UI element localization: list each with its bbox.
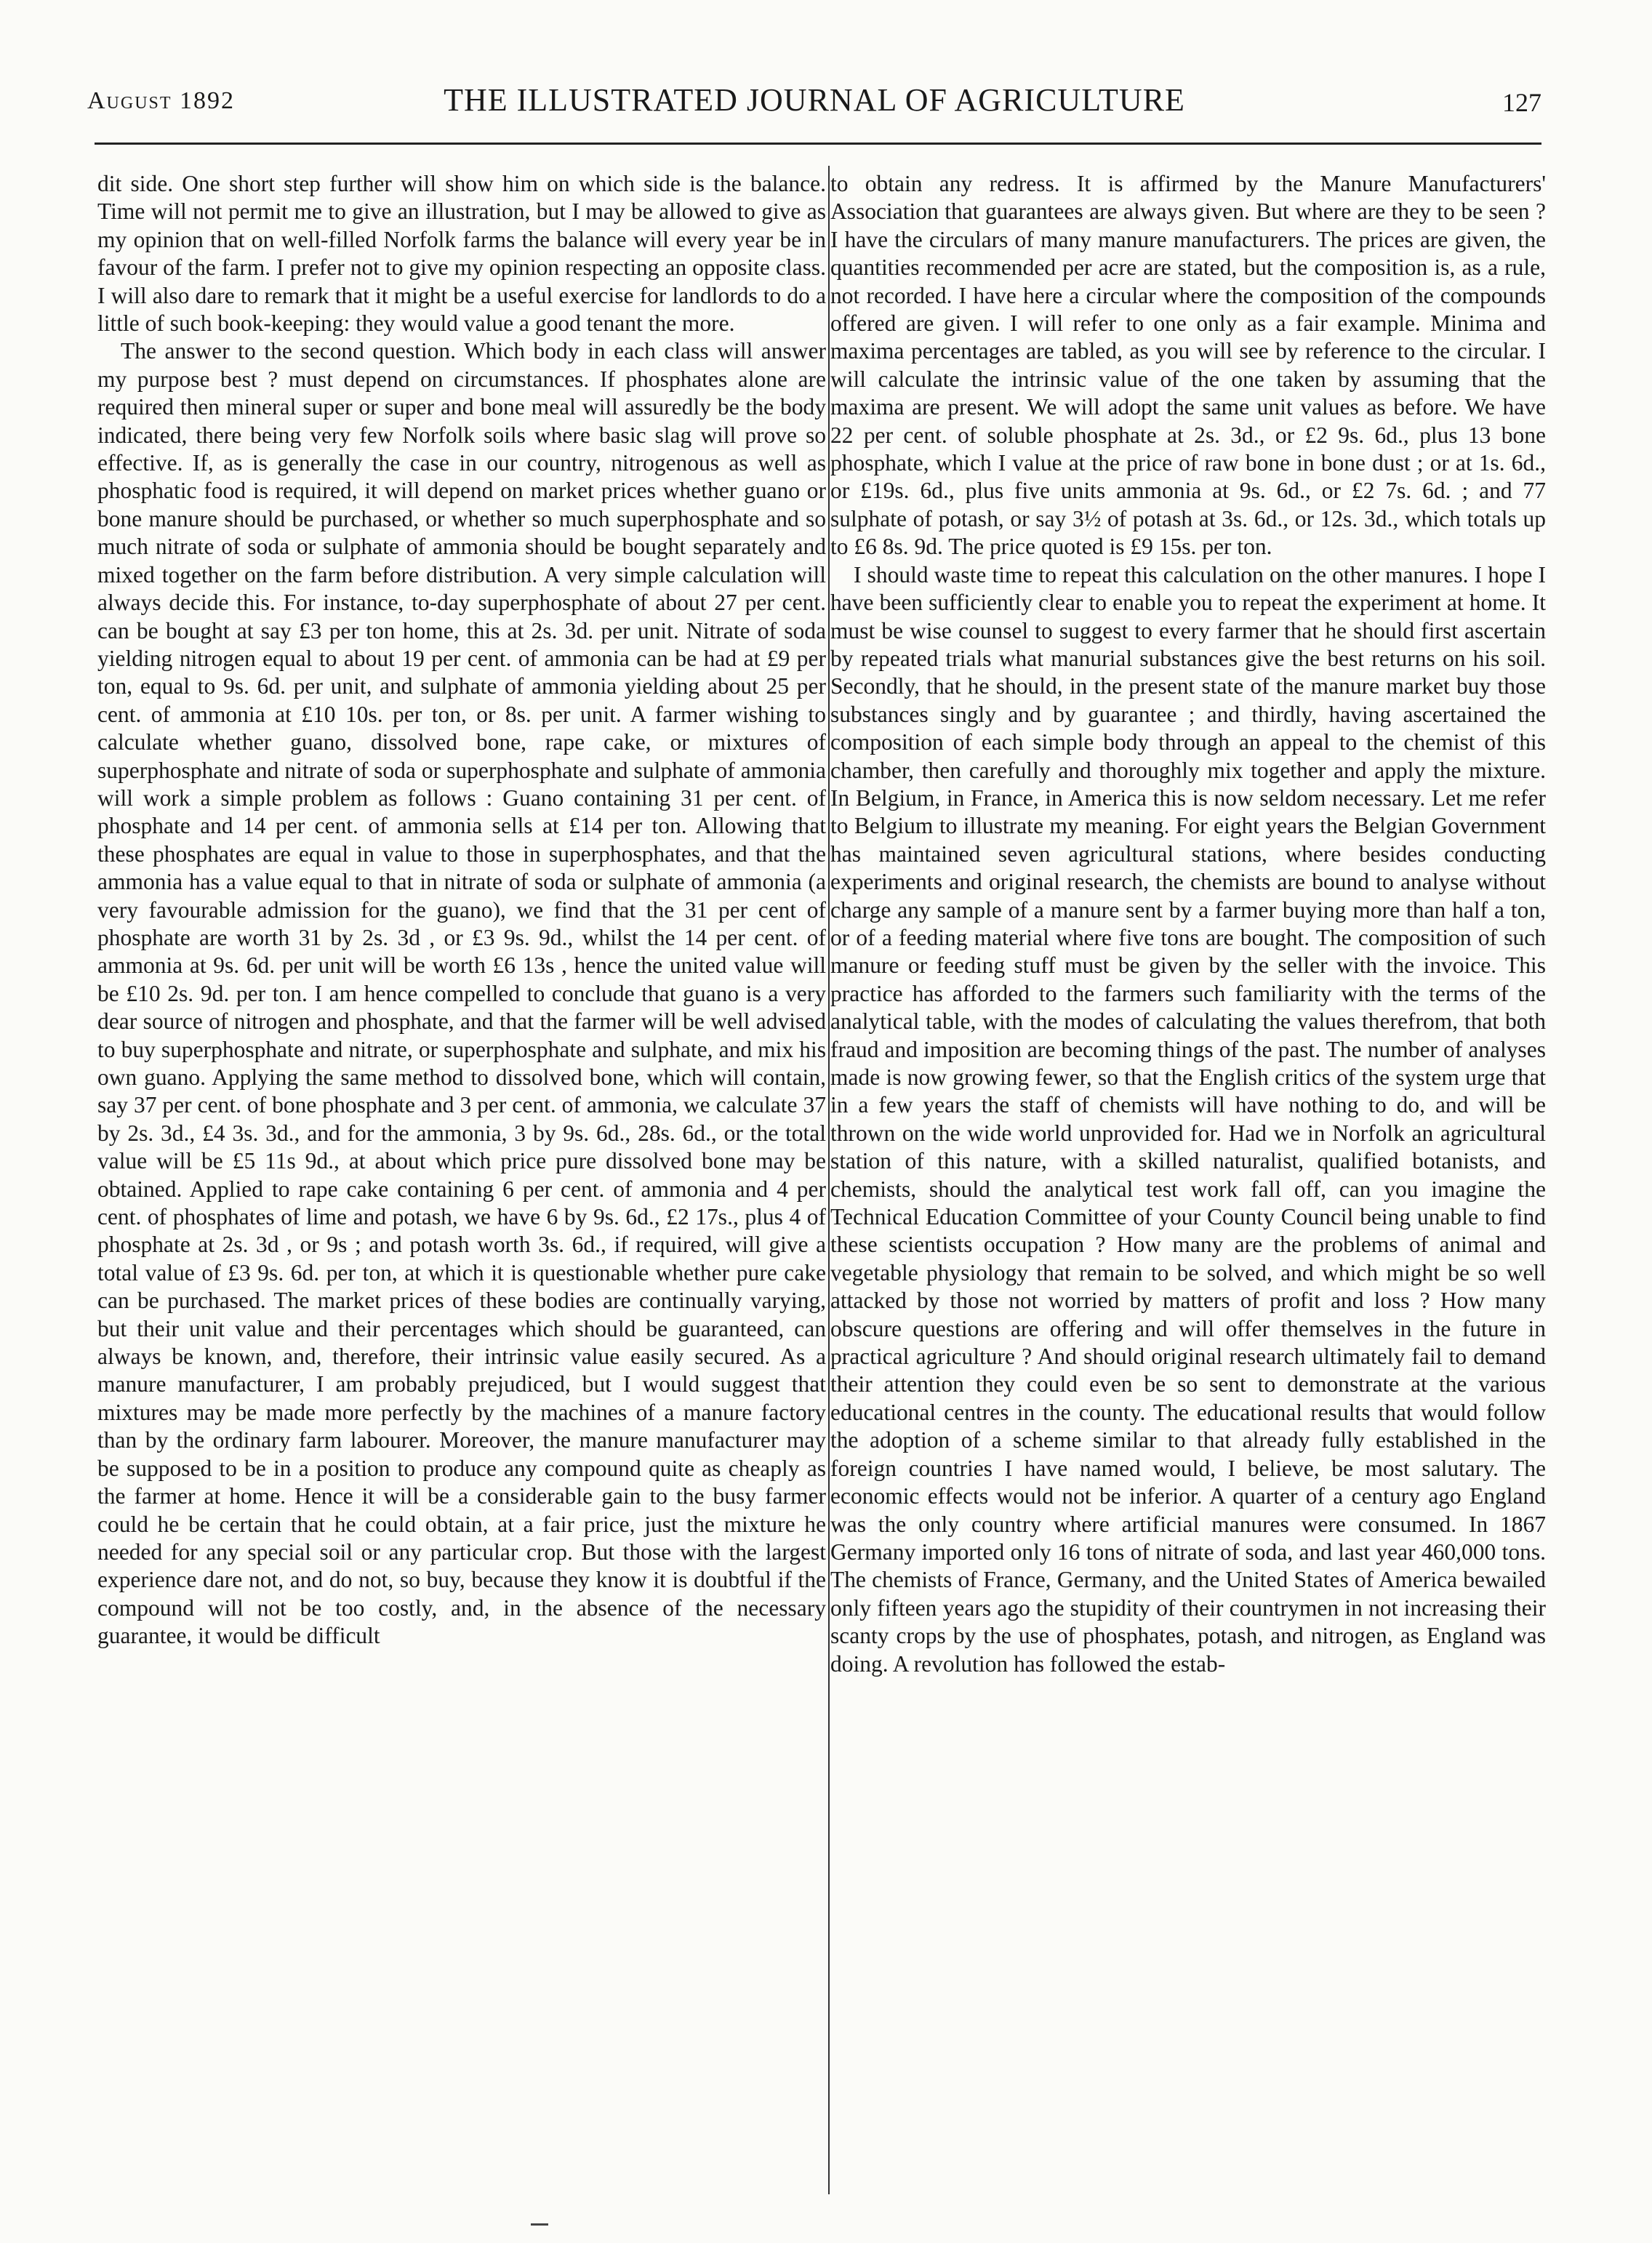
issue-date: August 1892 <box>87 87 236 114</box>
footer-mark <box>531 2223 548 2226</box>
header-rule <box>95 143 1541 145</box>
right-paragraph-1: to obtain any redress. It is affirmed by the Manure Manufacturers' Association that guarantees are always given. But where are they to be seen ? I have the circulars of many manure manufacturers. The prices are given, the quantities recommended per acre are stated, but the composition is, as a rule, not recorded. I have here a circular where the composition of the compounds offered are given. I will refer to one only as a fair example. Minima and maxima percentages are tabled, as you will see by reference to the circular. I will calculate the intrinsic value of the one taken by assuming that the maxima are present. We will adopt the same unit values as before. We have 22 per cent. of soluble phosphate at 2s. 3d., or £2 9s. 6d., plus 13 bone phosphate, which I value at the price of raw bone in bone dust ; or at 1s. 6d., or £19s. 6d., plus five units ammonia at 9s. 6d., or £2 7s. 6d. ; and 77 sulphate of potash, or say 3½ of potash at 3s. 6d., or 12s. 3d., which totals up to £6 8s. 9d. The price quoted is £9 15s. per ton. <box>830 171 1546 560</box>
page-number: 127 <box>1502 88 1541 117</box>
left-column <box>97 170 826 2199</box>
left-paragraph-1: dit side. One short step further will show him on which side is the balance. Time will not permit me to give an illustration, but I may be allowed to give as my opinion that on well-filled Norfolk farms the balance will every year be in favour of the farm. I prefer not to give my opinion respecting an opposite class. I will also dare to remark that it might be a useful exercise for landlords to do a little of such book-keeping: they would value a good tenant the more. <box>97 171 826 337</box>
right-column <box>830 170 1546 2199</box>
right-paragraph-2: I should waste time to repeat this calculation on the other manures. I hope I have been sufficiently clear to enable you to repeat the experiment at home. It must be wise counsel to suggest to every farmer that he should first ascertain by repeated trials what manurial substances give the best returns on his soil. Secondly, that he should, in the present state of the manure market buy those substances singly and by guarantee ; and thirdly, having ascertained the composition of each simple body through an appeal to the chemist of this chamber, then carefully and thoroughly mix together and apply the mixture. In Belgium, in France, in America this is now seldom necessary. Let me refer to Belgium to illustrate my meaning. For eight years the Belgian Government has maintained seven agricultural stations, where besides conducting experiments and original research, the chemists are bound to analyse without charge any sample of a manure sent by a farmer buying more than half a ton, or of a feeding material where five tons are bought. The composition of such manure or feeding stuff must be given by the seller with the invoice. This practice has afforded to the farmers such familiarity with the terms of the analytical table, with the modes of calculating the values therefrom, that both fraud and imposition are becoming things of the past. The number of analyses made is now growing fewer, so that the English critics of the system urge that in a few years the staff of chemists will have nothing to do, and will be thrown on the wide world unprovided for. Had we in Norfolk an agricultural station of this nature, with a skilled naturalist, qualified botanists, and chemists, should the analytical test work fall off, can you imagine the Technical Education Committee of your County Council being unable to find these scientists occupation ? How many are the problems of animal and vegetable physiology that remain to be solved, and which might be so well attacked by those not worried by matters of profit and loss ? How many obscure questions are offering and will offer themselves in the future in practical agriculture ? And should original research ultimately fail to demand their attention they could even be so sent to demonstrate at the various educational centres in the county. The educational results that would follow the adoption of a scheme similar to that already fully established in the foreign countries I have named would, I believe, be most salutary. The economic effects would not be inferior. A quarter of a century ago England was the only country where artificial manures were consumed. In 1867 Germany imported only 16 tons of nitrate of soda, and last year 460,000 tons. The chemists of France, Germany, and the United States of America bewailed only fifteen years ago the stupidity of their countrymen in not increasing their scanty crops by the use of phosphates, potash, and nitrogen, as England was doing. A revolution has followed the estab- <box>830 561 1546 1677</box>
journal-title: THE ILLUSTRATED JOURNAL OF AGRICULTURE <box>444 82 1185 118</box>
left-paragraph-2: The answer to the second question. Which body in each class will answer my purpose best ? must depend on circumstances. If phosphates alone are required then mineral super or super and bone meal will assuredly be the body indicated, there being very few Norfolk soils where basic slag will prove so effective. If, as is generally the case in our country, nitrogenous as well as phosphatic food is required, it will depend on market prices whether guano or bone manure should be purchased, or whether so much superphosphate and so much nitrate of soda or sulphate of ammonia should be bought separately and mixed together on the farm before distribution. A very simple calculation will always decide this. For instance, to-day superphosphate of about 27 per cent. can be bought at say £3 per ton home, this at 2s. 3d. per unit. Nitrate of soda yielding nitrogen equal to about 19 per cent. of ammonia can be had at £9 per ton, equal to 9s. 6d. per unit, and sulphate of ammonia yielding about 25 per cent. of ammonia at £10 10s. per ton, or 8s. per unit. A farmer wishing to calculate whether guano, dissolved bone, rape cake, or mixtures of superphosphate and nitrate of soda or superphosphate and sulphate of ammonia will work a simple problem as follows : Guano containing 31 per cent. of phosphate and 14 per cent. of ammonia sells at £14 per ton. Allowing that these phosphates are equal in value to those in superphosphates, and that the ammonia has a value equal to that in nitrate of soda or sulphate of ammonia (a very favourable admission for the guano), we find that the 31 per cent of phosphate are worth 31 by 2s. 3d , or £3 9s. 9d., whilst the 14 per cent. of ammonia at 9s. 6d. per unit will be worth £6 13s , hence the united value will be £10 2s. 9d. per ton. I am hence compelled to conclude that guano is a very dear source of nitrogen and phosphate, and that the farmer will be well advised to buy superphosphate and nitrate, or superphosphate and sulphate, and mix his own guano. Applying the same method to dissolved bone, which will contain, say 37 per cent. of bone phosphate and 3 per cent. of ammonia, we calculate 37 by 2s. 3d., £4 3s. 3d., and for the ammonia, 3 by 9s. 6d., 28s. 6d., or the total value will be £5 11s 9d., at about which price pure dissolved bone may be obtained. Applied to rape cake containing 6 per cent. of ammonia and 4 per cent. of phosphates of lime and potash, we have 6 by 9s. 6d., £2 17s., plus 4 of phosphate at 2s. 3d , or 9s ; and potash worth 3s. 6d., if required, will give a total value of £3 9s. 6d. per ton, at which it is questionable whether pure cake can be purchased. The market prices of these bodies are continually varying, but their unit value and their percentages which should be guaranteed, can always be known, and, therefore, their intrinsic value easily secured. As a manure manufacturer, I am probably prejudiced, but I would suggest that mixtures may be made more perfectly by the machines of a manure factory than by the ordinary farm labourer. Moreover, the manure manufacturer may be supposed to be in a position to produce any compound quite as cheaply as the farmer at home. Hence it will be a considerable gain to the busy farmer could he be certain that he could obtain, at a fair price, just the mixture he needed for any special soil or any particular crop. But those with the largest experience dare not, and do not, so buy, because they know it is doubtful if the compound will not be too costly, and, in the absence of the necessary guarantee, it would be difficult <box>97 338 826 1649</box>
column-divider <box>828 166 830 2194</box>
page-header <box>87 81 1541 125</box>
